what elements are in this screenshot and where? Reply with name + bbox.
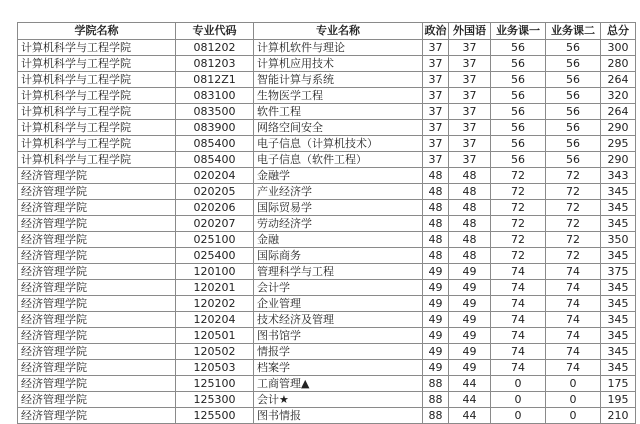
course-2-cell: 56 bbox=[546, 104, 601, 120]
header-foreign-language: 外国语 bbox=[449, 23, 491, 40]
total-score-cell: 345 bbox=[601, 344, 636, 360]
major-code-cell: 120204 bbox=[176, 312, 254, 328]
course-1-cell: 72 bbox=[491, 216, 546, 232]
total-score-cell: 280 bbox=[601, 56, 636, 72]
politics-cell: 37 bbox=[423, 40, 449, 56]
total-score-cell: 345 bbox=[601, 216, 636, 232]
table-row bbox=[18, 344, 636, 360]
total-score-cell: 290 bbox=[601, 152, 636, 168]
foreign-language-cell: 48 bbox=[449, 248, 491, 264]
major-name-cell: 工商管理▲ bbox=[254, 376, 423, 392]
course-2-cell: 74 bbox=[546, 328, 601, 344]
major-name-cell: 图书情报 bbox=[254, 408, 423, 424]
major-code-cell: 120202 bbox=[176, 296, 254, 312]
table-row bbox=[18, 104, 636, 120]
foreign-language-cell: 49 bbox=[449, 360, 491, 376]
course-2-cell: 74 bbox=[546, 296, 601, 312]
foreign-language-cell: 37 bbox=[449, 56, 491, 72]
major-code-cell: 0812Z1 bbox=[176, 72, 254, 88]
school-name-cell: 经济管理学院 bbox=[18, 344, 176, 360]
total-score-cell: 175 bbox=[601, 376, 636, 392]
course-2-cell: 56 bbox=[546, 120, 601, 136]
course-2-cell: 56 bbox=[546, 56, 601, 72]
politics-cell: 49 bbox=[423, 312, 449, 328]
total-score-cell: 345 bbox=[601, 360, 636, 376]
major-name-cell: 图书馆学 bbox=[254, 328, 423, 344]
course-1-cell: 72 bbox=[491, 248, 546, 264]
school-name-cell: 经济管理学院 bbox=[18, 408, 176, 424]
politics-cell: 37 bbox=[423, 136, 449, 152]
table-row bbox=[18, 152, 636, 168]
total-score-cell: 320 bbox=[601, 88, 636, 104]
table-row bbox=[18, 88, 636, 104]
total-score-cell: 345 bbox=[601, 296, 636, 312]
total-score-cell: 195 bbox=[601, 392, 636, 408]
course-1-cell: 56 bbox=[491, 40, 546, 56]
school-name-cell: 计算机科学与工程学院 bbox=[18, 40, 176, 56]
table-row bbox=[18, 312, 636, 328]
course-1-cell: 74 bbox=[491, 264, 546, 280]
major-name-cell: 计算机应用技术 bbox=[254, 56, 423, 72]
school-name-cell: 经济管理学院 bbox=[18, 200, 176, 216]
header-total: 总分 bbox=[601, 23, 636, 40]
table-row bbox=[18, 232, 636, 248]
course-1-cell: 56 bbox=[491, 88, 546, 104]
table-row bbox=[18, 40, 636, 56]
major-name-cell: 国际贸易学 bbox=[254, 200, 423, 216]
course-1-cell: 0 bbox=[491, 408, 546, 424]
major-code-cell: 020205 bbox=[176, 184, 254, 200]
course-2-cell: 74 bbox=[546, 312, 601, 328]
major-name-cell: 金融 bbox=[254, 232, 423, 248]
school-name-cell: 经济管理学院 bbox=[18, 216, 176, 232]
school-name-cell: 经济管理学院 bbox=[18, 392, 176, 408]
politics-cell: 37 bbox=[423, 56, 449, 72]
header-row bbox=[18, 23, 636, 40]
politics-cell: 49 bbox=[423, 360, 449, 376]
politics-cell: 48 bbox=[423, 248, 449, 264]
major-code-cell: 120502 bbox=[176, 344, 254, 360]
foreign-language-cell: 48 bbox=[449, 232, 491, 248]
course-1-cell: 74 bbox=[491, 328, 546, 344]
school-name-cell: 经济管理学院 bbox=[18, 264, 176, 280]
major-name-cell: 档案学 bbox=[254, 360, 423, 376]
table-row bbox=[18, 408, 636, 424]
foreign-language-cell: 49 bbox=[449, 312, 491, 328]
header-code: 专业代码 bbox=[176, 23, 254, 40]
total-score-cell: 345 bbox=[601, 312, 636, 328]
major-code-cell: 083500 bbox=[176, 104, 254, 120]
school-name-cell: 计算机科学与工程学院 bbox=[18, 136, 176, 152]
major-code-cell: 085400 bbox=[176, 152, 254, 168]
foreign-language-cell: 37 bbox=[449, 72, 491, 88]
course-1-cell: 74 bbox=[491, 344, 546, 360]
course-2-cell: 74 bbox=[546, 344, 601, 360]
major-code-cell: 120503 bbox=[176, 360, 254, 376]
school-name-cell: 计算机科学与工程学院 bbox=[18, 152, 176, 168]
school-name-cell: 计算机科学与工程学院 bbox=[18, 56, 176, 72]
politics-cell: 48 bbox=[423, 200, 449, 216]
major-code-cell: 120501 bbox=[176, 328, 254, 344]
total-score-cell: 264 bbox=[601, 104, 636, 120]
foreign-language-cell: 37 bbox=[449, 40, 491, 56]
course-1-cell: 72 bbox=[491, 200, 546, 216]
table-row bbox=[18, 264, 636, 280]
total-score-cell: 345 bbox=[601, 200, 636, 216]
course-2-cell: 74 bbox=[546, 264, 601, 280]
politics-cell: 48 bbox=[423, 184, 449, 200]
major-name-cell: 情报学 bbox=[254, 344, 423, 360]
politics-cell: 49 bbox=[423, 296, 449, 312]
table-row bbox=[18, 392, 636, 408]
table-row bbox=[18, 136, 636, 152]
major-name-cell: 计算机软件与理论 bbox=[254, 40, 423, 56]
course-1-cell: 56 bbox=[491, 104, 546, 120]
course-1-cell: 72 bbox=[491, 232, 546, 248]
major-name-cell: 软件工程 bbox=[254, 104, 423, 120]
school-name-cell: 经济管理学院 bbox=[18, 168, 176, 184]
school-name-cell: 经济管理学院 bbox=[18, 184, 176, 200]
major-code-cell: 083100 bbox=[176, 88, 254, 104]
total-score-cell: 343 bbox=[601, 168, 636, 184]
course-1-cell: 56 bbox=[491, 120, 546, 136]
table-row bbox=[18, 248, 636, 264]
politics-cell: 37 bbox=[423, 120, 449, 136]
course-2-cell: 56 bbox=[546, 136, 601, 152]
course-1-cell: 74 bbox=[491, 312, 546, 328]
foreign-language-cell: 48 bbox=[449, 216, 491, 232]
course-2-cell: 74 bbox=[546, 360, 601, 376]
table-row bbox=[18, 200, 636, 216]
school-name-cell: 计算机科学与工程学院 bbox=[18, 104, 176, 120]
politics-cell: 37 bbox=[423, 72, 449, 88]
major-code-cell: 081202 bbox=[176, 40, 254, 56]
foreign-language-cell: 48 bbox=[449, 168, 491, 184]
politics-cell: 49 bbox=[423, 280, 449, 296]
foreign-language-cell: 37 bbox=[449, 120, 491, 136]
major-code-cell: 120100 bbox=[176, 264, 254, 280]
table-row bbox=[18, 296, 636, 312]
politics-cell: 49 bbox=[423, 328, 449, 344]
politics-cell: 49 bbox=[423, 264, 449, 280]
major-code-cell: 120201 bbox=[176, 280, 254, 296]
course-1-cell: 56 bbox=[491, 136, 546, 152]
total-score-cell: 345 bbox=[601, 184, 636, 200]
total-score-cell: 264 bbox=[601, 72, 636, 88]
school-name-cell: 计算机科学与工程学院 bbox=[18, 72, 176, 88]
major-name-cell: 产业经济学 bbox=[254, 184, 423, 200]
major-code-cell: 020204 bbox=[176, 168, 254, 184]
foreign-language-cell: 37 bbox=[449, 152, 491, 168]
major-name-cell: 生物医学工程 bbox=[254, 88, 423, 104]
foreign-language-cell: 49 bbox=[449, 328, 491, 344]
foreign-language-cell: 48 bbox=[449, 200, 491, 216]
major-code-cell: 025100 bbox=[176, 232, 254, 248]
politics-cell: 88 bbox=[423, 392, 449, 408]
politics-cell: 49 bbox=[423, 344, 449, 360]
course-1-cell: 0 bbox=[491, 376, 546, 392]
header-politics: 政治 bbox=[423, 23, 449, 40]
politics-cell: 37 bbox=[423, 88, 449, 104]
major-code-cell: 125100 bbox=[176, 376, 254, 392]
course-1-cell: 74 bbox=[491, 360, 546, 376]
school-name-cell: 经济管理学院 bbox=[18, 296, 176, 312]
school-name-cell: 计算机科学与工程学院 bbox=[18, 120, 176, 136]
major-code-cell: 085400 bbox=[176, 136, 254, 152]
major-code-cell: 081203 bbox=[176, 56, 254, 72]
course-2-cell: 0 bbox=[546, 376, 601, 392]
foreign-language-cell: 49 bbox=[449, 296, 491, 312]
politics-cell: 37 bbox=[423, 152, 449, 168]
header-major: 专业名称 bbox=[254, 23, 423, 40]
header-course-2: 业务课二 bbox=[546, 23, 601, 40]
course-1-cell: 72 bbox=[491, 168, 546, 184]
course-2-cell: 56 bbox=[546, 72, 601, 88]
major-code-cell: 025400 bbox=[176, 248, 254, 264]
table-row bbox=[18, 168, 636, 184]
total-score-cell: 290 bbox=[601, 120, 636, 136]
table-row bbox=[18, 184, 636, 200]
course-2-cell: 56 bbox=[546, 88, 601, 104]
school-name-cell: 计算机科学与工程学院 bbox=[18, 88, 176, 104]
table-row bbox=[18, 56, 636, 72]
politics-cell: 37 bbox=[423, 104, 449, 120]
course-2-cell: 72 bbox=[546, 216, 601, 232]
total-score-cell: 375 bbox=[601, 264, 636, 280]
school-name-cell: 经济管理学院 bbox=[18, 248, 176, 264]
major-code-cell: 020207 bbox=[176, 216, 254, 232]
major-name-cell: 电子信息（软件工程） bbox=[254, 152, 423, 168]
school-name-cell: 经济管理学院 bbox=[18, 232, 176, 248]
course-2-cell: 72 bbox=[546, 184, 601, 200]
major-name-cell: 网络空间安全 bbox=[254, 120, 423, 136]
major-name-cell: 会计学 bbox=[254, 280, 423, 296]
foreign-language-cell: 37 bbox=[449, 136, 491, 152]
course-2-cell: 72 bbox=[546, 168, 601, 184]
course-1-cell: 56 bbox=[491, 72, 546, 88]
header-course-1: 业务课一 bbox=[491, 23, 546, 40]
table-row bbox=[18, 360, 636, 376]
course-1-cell: 0 bbox=[491, 392, 546, 408]
school-name-cell: 经济管理学院 bbox=[18, 376, 176, 392]
major-name-cell: 技术经济及管理 bbox=[254, 312, 423, 328]
table-row bbox=[18, 72, 636, 88]
school-name-cell: 经济管理学院 bbox=[18, 328, 176, 344]
foreign-language-cell: 37 bbox=[449, 104, 491, 120]
major-name-cell: 管理科学与工程 bbox=[254, 264, 423, 280]
politics-cell: 48 bbox=[423, 216, 449, 232]
politics-cell: 48 bbox=[423, 168, 449, 184]
major-name-cell: 金融学 bbox=[254, 168, 423, 184]
foreign-language-cell: 49 bbox=[449, 264, 491, 280]
score-table bbox=[17, 22, 636, 424]
school-name-cell: 经济管理学院 bbox=[18, 360, 176, 376]
course-1-cell: 74 bbox=[491, 280, 546, 296]
course-2-cell: 56 bbox=[546, 152, 601, 168]
table-row bbox=[18, 376, 636, 392]
header-school: 学院名称 bbox=[18, 23, 176, 40]
course-1-cell: 72 bbox=[491, 184, 546, 200]
politics-cell: 88 bbox=[423, 408, 449, 424]
course-2-cell: 74 bbox=[546, 280, 601, 296]
major-code-cell: 125500 bbox=[176, 408, 254, 424]
total-score-cell: 345 bbox=[601, 248, 636, 264]
course-1-cell: 56 bbox=[491, 152, 546, 168]
foreign-language-cell: 37 bbox=[449, 88, 491, 104]
politics-cell: 48 bbox=[423, 232, 449, 248]
course-2-cell: 72 bbox=[546, 248, 601, 264]
major-name-cell: 国际商务 bbox=[254, 248, 423, 264]
foreign-language-cell: 49 bbox=[449, 344, 491, 360]
table-row bbox=[18, 328, 636, 344]
course-2-cell: 56 bbox=[546, 40, 601, 56]
major-code-cell: 125300 bbox=[176, 392, 254, 408]
foreign-language-cell: 44 bbox=[449, 376, 491, 392]
school-name-cell: 经济管理学院 bbox=[18, 280, 176, 296]
total-score-cell: 300 bbox=[601, 40, 636, 56]
major-name-cell: 智能计算与系统 bbox=[254, 72, 423, 88]
major-name-cell: 劳动经济学 bbox=[254, 216, 423, 232]
major-name-cell: 会计★ bbox=[254, 392, 423, 408]
total-score-cell: 295 bbox=[601, 136, 636, 152]
total-score-cell: 210 bbox=[601, 408, 636, 424]
politics-cell: 88 bbox=[423, 376, 449, 392]
score-table-container bbox=[17, 22, 636, 424]
major-code-cell: 020206 bbox=[176, 200, 254, 216]
total-score-cell: 345 bbox=[601, 280, 636, 296]
major-name-cell: 电子信息（计算机技术） bbox=[254, 136, 423, 152]
course-2-cell: 0 bbox=[546, 408, 601, 424]
course-2-cell: 72 bbox=[546, 232, 601, 248]
foreign-language-cell: 48 bbox=[449, 184, 491, 200]
foreign-language-cell: 44 bbox=[449, 408, 491, 424]
course-1-cell: 74 bbox=[491, 296, 546, 312]
school-name-cell: 经济管理学院 bbox=[18, 312, 176, 328]
foreign-language-cell: 49 bbox=[449, 280, 491, 296]
course-1-cell: 56 bbox=[491, 56, 546, 72]
major-name-cell: 企业管理 bbox=[254, 296, 423, 312]
table-row bbox=[18, 280, 636, 296]
course-2-cell: 0 bbox=[546, 392, 601, 408]
major-code-cell: 083900 bbox=[176, 120, 254, 136]
foreign-language-cell: 44 bbox=[449, 392, 491, 408]
course-2-cell: 72 bbox=[546, 200, 601, 216]
table-row bbox=[18, 216, 636, 232]
total-score-cell: 350 bbox=[601, 232, 636, 248]
table-row bbox=[18, 120, 636, 136]
total-score-cell: 345 bbox=[601, 328, 636, 344]
